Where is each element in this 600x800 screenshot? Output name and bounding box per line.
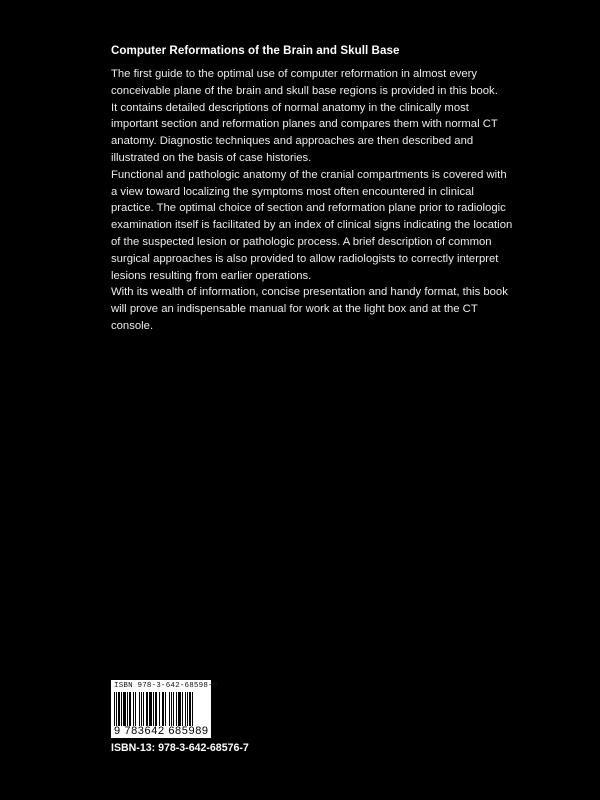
text-line: illustrated on the basis of case histories.	[111, 151, 312, 164]
description-paragraph-1	[111, 66, 551, 167]
text-line: The first guide to the optimal use of computer reformation in almost every	[111, 68, 478, 80]
text-line: examination itself is facilitated by an index of clinical signs indicating the location	[111, 219, 513, 232]
back-cover-text	[111, 44, 551, 335]
barcode-isbn-label: ISBN 978-3-642-68598-9	[114, 682, 218, 690]
text-line: of the suspected lesion or pathologic process. A brief description of common	[111, 235, 492, 248]
text-line: surgical approaches is also provided to allow radiologists to correctly interpret	[111, 252, 499, 265]
text-line: conceivable plane of the brain and skull base regions is provided in this book.	[111, 84, 498, 97]
text-line: anatomy. Diagnostic techniques and approaches are then described and	[111, 135, 474, 148]
text-line: It contains detailed descriptions of normal anatomy in the clinically most	[111, 101, 469, 114]
barcode-bars	[114, 692, 208, 726]
isbn13-label: ISBN-13: 978-3-642-68576-7	[111, 742, 249, 754]
text-line: lesions resulting from earlier operations.	[111, 269, 312, 282]
description-paragraph-3	[111, 284, 551, 334]
description-paragraph-2	[111, 167, 551, 285]
text-line: will prove an indispensable manual for work at the light box and at the CT	[111, 303, 478, 316]
isbn-barcode	[111, 680, 218, 738]
text-line: Functional and pathologic anatomy of the cranial compartments is covered with	[111, 168, 507, 181]
text-line: important section and reformation planes and compares them with normal CT	[111, 118, 498, 131]
text-line: console.	[111, 319, 154, 332]
text-line: With its wealth of information, concise presentation and handy format, this book	[111, 286, 508, 299]
text-line: a view toward localizing the symptoms most often encountered in clinical	[111, 185, 474, 198]
text-line: practice. The optimal choice of section and reformation plane prior to radiologic	[111, 202, 506, 215]
barcode-digits: 9 783642 685989	[114, 725, 209, 737]
book-title: Computer Reformations of the Brain and Skull Base	[111, 44, 400, 57]
